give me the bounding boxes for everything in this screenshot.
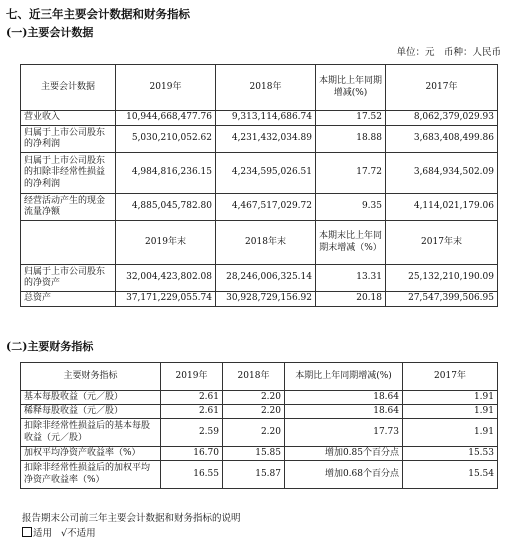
value-cell: 4,234,595,026.51: [216, 153, 316, 194]
value-cell: 17.52: [316, 111, 386, 126]
financial-indicators-title: (二)主要财务指标: [6, 340, 94, 353]
value-cell: 16.70: [161, 447, 223, 461]
applicability-options: [22, 525, 96, 539]
value-cell: 2.20: [223, 405, 285, 419]
row-label: 扣除非经常性损益后的加权平均净资产收益率（%）: [21, 461, 161, 489]
header-cell: 本期比上年同期增减(%): [316, 65, 386, 111]
value-cell: 增加0.68个百分点: [285, 461, 403, 489]
table-row: [21, 405, 498, 419]
row-label: 归属于上市公司股东的扣除非经常性损益的净利润: [21, 153, 116, 194]
table-row: [21, 419, 498, 447]
row-label: 经营活动产生的现金流量净额: [21, 194, 116, 221]
header-cell: 本期末比上年同期末增减（%）: [316, 221, 386, 265]
value-cell: 4,984,816,236.15: [116, 153, 216, 194]
table-row: [21, 461, 498, 489]
value-cell: 1.91: [403, 419, 498, 447]
value-cell: 2.59: [161, 419, 223, 447]
row-label: 加权平均净资产收益率（%）: [21, 447, 161, 461]
value-cell: 15.54: [403, 461, 498, 489]
value-cell: 3,683,408,499.86: [386, 126, 498, 153]
value-cell: 28,246,006,325.14: [216, 265, 316, 292]
value-cell: 4,231,432,034.89: [216, 126, 316, 153]
row-label: 总资产: [21, 292, 116, 307]
value-cell: 18.88: [316, 126, 386, 153]
value-cell: 18.64: [285, 391, 403, 405]
value-cell: 4,467,517,029.72: [216, 194, 316, 221]
value-cell: 1.91: [403, 391, 498, 405]
value-cell: 2.61: [161, 391, 223, 405]
table-row: [21, 194, 498, 221]
header-cell: 主要财务指标: [21, 363, 161, 391]
header-cell: 2019年: [116, 65, 216, 111]
header-cell: 2019年末: [116, 221, 216, 265]
value-cell: 37,171,229,055.74: [116, 292, 216, 307]
value-cell: 25,132,210,190.09: [386, 265, 498, 292]
table-row: [21, 111, 498, 126]
header-cell: 2019年: [161, 363, 223, 391]
value-cell: 8,062,379,029.93: [386, 111, 498, 126]
value-cell: 2.20: [223, 419, 285, 447]
value-cell: 20.18: [316, 292, 386, 307]
value-cell: 9.35: [316, 194, 386, 221]
table-row: [21, 265, 498, 292]
header-cell: 主要会计数据: [21, 65, 116, 111]
row-label: 营业收入: [21, 111, 116, 126]
value-cell: 4,885,045,782.80: [116, 194, 216, 221]
value-cell: 30,928,729,156.92: [216, 292, 316, 307]
table-row: [21, 126, 498, 153]
row-label: 基本每股收益（元／股）: [21, 391, 161, 405]
value-cell: 13.31: [316, 265, 386, 292]
value-cell: 15.53: [403, 447, 498, 461]
explanation-note: 报告期末公司前三年主要会计数据和财务指标的说明: [22, 513, 241, 524]
table-header-row: [21, 65, 498, 111]
header-cell: 2018年末: [216, 221, 316, 265]
row-label: 扣除非经常性损益后的基本每股收益（元／股）: [21, 419, 161, 447]
checkbox-icon: [22, 527, 32, 537]
financial-indicators-table: [20, 362, 498, 489]
value-cell: 15.85: [223, 447, 285, 461]
table-row: [21, 391, 498, 405]
header-cell: 2017年: [403, 363, 498, 391]
header-cell: 2018年: [216, 65, 316, 111]
table-row: [21, 292, 498, 307]
table-header-row: [21, 363, 498, 391]
header-cell: [21, 221, 116, 265]
header-cell: 2018年: [223, 363, 285, 391]
value-cell: 15.87: [223, 461, 285, 489]
value-cell: 1.91: [403, 405, 498, 419]
unit-label: 单位：元 币种：人民币: [396, 47, 501, 58]
value-cell: 3,684,934,502.09: [386, 153, 498, 194]
value-cell: 27,547,399,506.95: [386, 292, 498, 307]
accounting-data-table: [20, 64, 498, 307]
value-cell: 9,313,114,686.74: [216, 111, 316, 126]
option-applicable: 适用: [33, 528, 53, 539]
header-cell: 本期比上年同期增减(%): [285, 363, 403, 391]
table-row: [21, 447, 498, 461]
value-cell: 2.20: [223, 391, 285, 405]
row-label: 归属于上市公司股东的净利润: [21, 126, 116, 153]
table-header-row: [21, 221, 498, 265]
value-cell: 16.55: [161, 461, 223, 489]
value-cell: 2.61: [161, 405, 223, 419]
table-row: [21, 153, 498, 194]
value-cell: 增加0.85个百分点: [285, 447, 403, 461]
value-cell: 4,114,021,179.06: [386, 194, 498, 221]
row-label: 稀释每股收益（元／股）: [21, 405, 161, 419]
accounting-data-title: (一)主要会计数据: [6, 26, 94, 39]
header-cell: 2017年末: [386, 221, 498, 265]
value-cell: 17.72: [316, 153, 386, 194]
value-cell: 18.64: [285, 405, 403, 419]
value-cell: 17.73: [285, 419, 403, 447]
value-cell: 5,030,210,052.62: [116, 126, 216, 153]
option-not-applicable: √不适用: [61, 528, 96, 539]
value-cell: 10,944,668,477.76: [116, 111, 216, 126]
section-heading: 七、近三年主要会计数据和财务指标: [6, 7, 190, 21]
row-label: 归属于上市公司股东的净资产: [21, 265, 116, 292]
value-cell: 32,004,423,802.08: [116, 265, 216, 292]
header-cell: 2017年: [386, 65, 498, 111]
